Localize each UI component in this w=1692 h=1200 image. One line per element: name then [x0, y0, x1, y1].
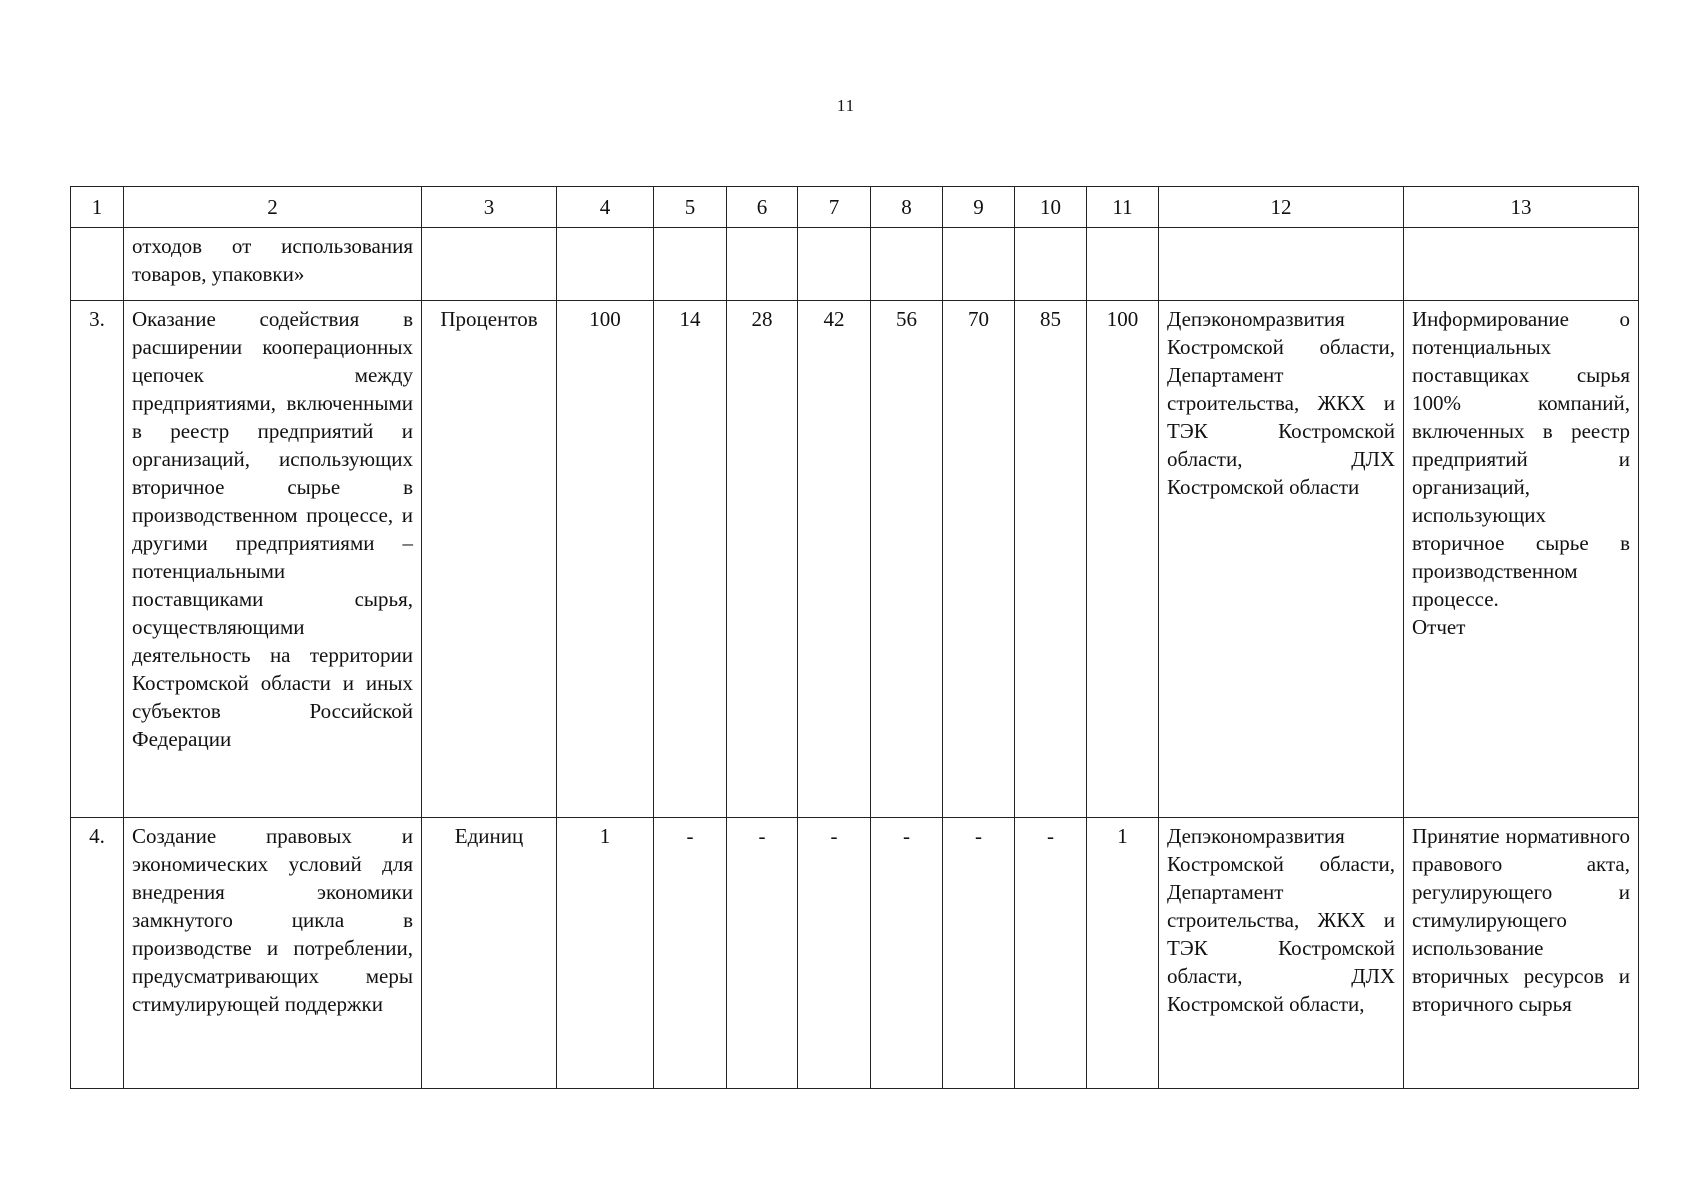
header-cell: 13 [1404, 187, 1639, 228]
value-cell: 28 [727, 301, 798, 818]
header-cell: 5 [654, 187, 727, 228]
table-cell [798, 228, 871, 301]
table-cell [71, 228, 124, 301]
value-cell: 42 [798, 301, 871, 818]
executors-cell: Депэкономразвития Костромской области, Департамент строительства, ЖКХ и ТЭК Костромской области, ДЛХ Костромской области [1159, 301, 1404, 818]
plan-table [70, 186, 1639, 1089]
value-cell: - [871, 818, 943, 1089]
value-cell: - [943, 818, 1015, 1089]
value-cell: 1 [557, 818, 654, 1089]
row-number-cell: 4. [71, 818, 124, 1089]
result-cell [1404, 301, 1639, 818]
value-cell: 85 [1015, 301, 1087, 818]
value-cell: 14 [654, 301, 727, 818]
result-text: Принятие нормативного правового акта, регулирующего и стимулирующего использование вторичных ресурсов и вторичного сырья [1412, 824, 1630, 1016]
value-cell: - [798, 818, 871, 1089]
header-cell: 7 [798, 187, 871, 228]
measure-name-cell: Оказание содействия в расширении кооперационных цепочек между предприятиями, включенными в реестр предприятий и организаций, использующих вторичное сырье в производственном процессе, и другими предприятиями – потенциальными поставщиками сырья, осуществляющими деятельность на территории Костромской области и иных субъектов Российской Федерации [124, 301, 422, 818]
result-text: Информирование о потенциальных поставщиках сырья 100% компаний, включенных в реестр предприятий и организаций, использующих вторичное сырье в производственном процессе. [1412, 307, 1630, 611]
header-row [71, 187, 1639, 228]
header-cell: 6 [727, 187, 798, 228]
unit-cell: Процентов [422, 301, 557, 818]
result-cell [1404, 818, 1639, 1089]
table-cell [943, 228, 1015, 301]
value-cell: 70 [943, 301, 1015, 818]
value-cell: - [654, 818, 727, 1089]
table-cell [871, 228, 943, 301]
header-cell: 4 [557, 187, 654, 228]
unit-cell: Единиц [422, 818, 557, 1089]
result-extra-text: Отчет [1412, 615, 1466, 639]
header-cell: 1 [71, 187, 124, 228]
value-cell: 100 [557, 301, 654, 818]
header-cell: 10 [1015, 187, 1087, 228]
table-cell [1087, 228, 1159, 301]
table-cell [422, 228, 557, 301]
executors-cell: Депэкономразвития Костромской области, Департамент строительства, ЖКХ и ТЭК Костромской области, ДЛХ Костромской области, [1159, 818, 1404, 1089]
header-cell: 11 [1087, 187, 1159, 228]
header-cell: 12 [1159, 187, 1404, 228]
value-cell: - [727, 818, 798, 1089]
table-cell [557, 228, 654, 301]
value-cell: 100 [1087, 301, 1159, 818]
measure-name-cell: Создание правовых и экономических условий для внедрения экономики замкнутого цикла в производстве и потреблении, предусматривающих меры стимулирующей поддержки [124, 818, 422, 1089]
row-number-cell: 3. [71, 301, 124, 818]
table-cell [654, 228, 727, 301]
header-cell: 3 [422, 187, 557, 228]
value-cell: 56 [871, 301, 943, 818]
table-row [71, 228, 1639, 301]
header-cell: 2 [124, 187, 422, 228]
table-row [71, 818, 1639, 1089]
table-row [71, 301, 1639, 818]
value-cell: - [1015, 818, 1087, 1089]
table-cell [1404, 228, 1639, 301]
table-cell [1015, 228, 1087, 301]
header-cell: 8 [871, 187, 943, 228]
measure-name-cell: отходов от использования товаров, упаковки» [124, 228, 422, 301]
header-cell: 9 [943, 187, 1015, 228]
page-number: 11 [836, 96, 856, 115]
value-cell: 1 [1087, 818, 1159, 1089]
table-cell [1159, 228, 1404, 301]
table-cell [727, 228, 798, 301]
